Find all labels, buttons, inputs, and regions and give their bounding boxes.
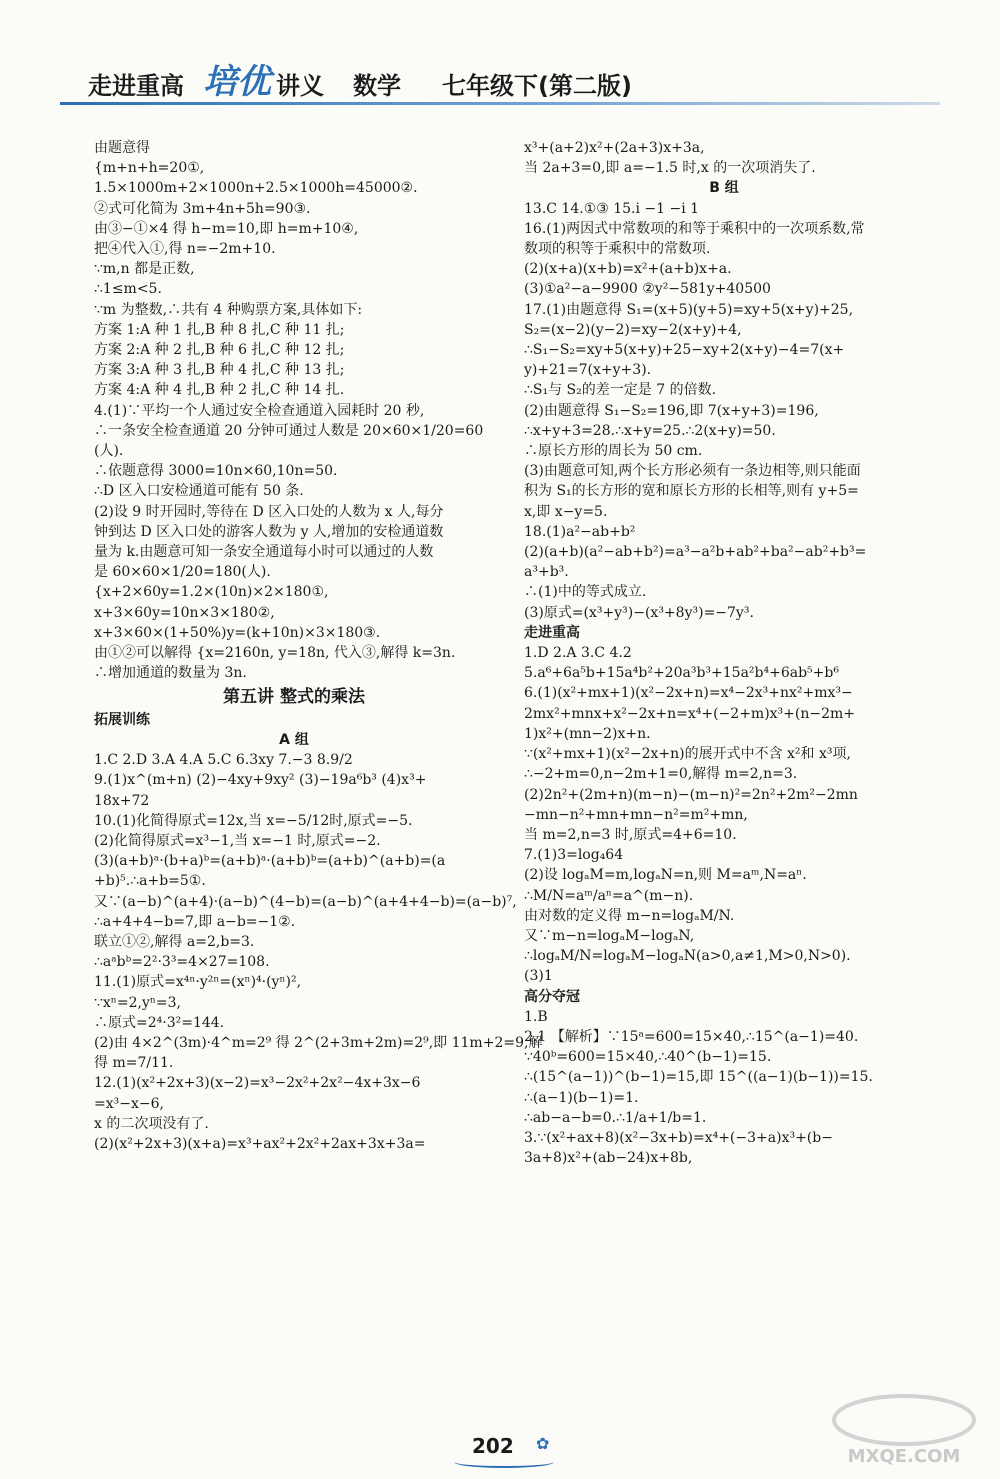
answer-line: 16.(1)两因式中常数项的和等于乘积中的一次项系数,常 <box>524 220 865 237</box>
answer-line: 又∵(a−b)^(a+4)·(a−b)^(4−b)=(a−b)^(a+4+4−b)=(a−b)⁷, <box>94 893 517 910</box>
answer-line: 18.(1)a²−ab+b² <box>524 523 636 540</box>
answer-line: ∵40ᵇ=600=15×40,∴40^(b−1)=15. <box>524 1049 772 1066</box>
answer-line: ②式可化简为 3m+4n+5h=90③. <box>94 200 311 217</box>
answer-line: {x+2×60y=1.2×(10n)×2×180①, <box>94 584 329 601</box>
flower-icon: ✿ <box>536 1434 550 1453</box>
subsection-heading: 高分夺冠 <box>524 988 580 1005</box>
answer-line: x+3×60×(1+50%)y=(k+10n)×3×180③. <box>94 624 381 641</box>
answer-line: 18x+72 <box>94 792 150 809</box>
answer-line: (2)(x+a)(x+b)=x²+(a+b)x+a. <box>524 261 732 278</box>
answer-line: 2.1 【解析】∵15ᵃ=600=15×40,∴15^(a−1)=40. <box>524 1028 859 1045</box>
grade-label: 七年级下(第二版) <box>442 72 632 100</box>
answer-line: 数项的积等于乘积中的常数项. <box>524 241 711 258</box>
answer-line: ∴a+4+4−b=7,即 a−b=−1②. <box>94 913 296 930</box>
answer-line: ∴(a−1)(b−1)=1. <box>524 1089 639 1106</box>
answer-line: ∴D 区入口安检通道可能有 50 条. <box>94 483 304 500</box>
answer-line: x,即 x−y=5. <box>524 503 608 520</box>
series-title: 走进重高 <box>88 72 184 100</box>
answer-line: 13.C 14.①③ 15.i −1 −i 1 <box>524 200 700 217</box>
answer-line: 6.(1)(x²+mx+1)(x²−2x+n)=x⁴−2x³+nx²+mx³− <box>524 685 853 702</box>
answer-line: 5.a⁶+6a⁵b+15a⁴b²+20a³b³+15a²b⁴+6ab⁵+b⁶ <box>524 665 839 682</box>
series-suffix: 讲义 <box>276 72 324 100</box>
group-heading: B 组 <box>709 180 739 197</box>
subject-label: 数学 <box>353 72 401 100</box>
answer-line: 把④代入①,得 n=−2m+10. <box>94 241 276 258</box>
answer-line: 1.C 2.D 3.A 4.A 5.C 6.3xy 7.−3 8.9/2 <box>94 752 353 769</box>
header-rule <box>60 102 940 105</box>
answer-line: 钟到达 D 区入口处的游客人数为 y 人,增加的安检通道数 <box>94 523 444 540</box>
answer-line: (2)化简得原式=x³−1,当 x=−1 时,原式=−2. <box>94 832 381 849</box>
answer-line: +b)⁵.∴a+b=5①. <box>94 873 206 890</box>
answer-line: 1.D 2.A 3.C 4.2 <box>524 645 632 662</box>
answer-line: ∴原长方形的周长为 50 cm. <box>524 443 703 460</box>
answer-line: x³+(a+2)x²+(2a+3)x+3a, <box>524 140 705 156</box>
answer-line: S₂=(x−2)(y−2)=xy−2(x+y)+4, <box>524 321 742 338</box>
subsection-heading: 拓展训练 <box>94 711 150 728</box>
answer-line: ∴原式=2⁴·3²=144. <box>94 1014 225 1031</box>
answer-line: 1.5×1000m+2×1000n+2.5×1000h=45000②. <box>94 180 418 197</box>
answer-line: ∵xⁿ=2,yⁿ=3, <box>94 994 182 1011</box>
section-title: 第五讲 整式的乘法 <box>223 687 365 708</box>
series-logo-text: 培优 <box>203 62 271 102</box>
answer-line: 方案 1:A 种 1 扎,B 种 8 扎,C 种 11 扎; <box>94 321 345 338</box>
answer-line: ∴增加通道的数量为 3n. <box>94 665 247 682</box>
answer-line: (3)①a²−a−9900 ②y²−581y+40500 <box>524 281 771 298</box>
answer-line: (3)1 <box>524 968 553 985</box>
answer-line: 量为 k.由题意可知一条安全通道每小时可以通过的人数 <box>94 544 434 561</box>
answer-line: 方案 2:A 种 2 扎,B 种 6 扎,C 种 12 扎; <box>94 342 345 359</box>
answer-line: (2)设 9 时开园时,等待在 D 区入口处的人数为 x 人,每分 <box>94 503 444 520</box>
answer-line: ∴ab−a−b=0.∴1/a+1/b=1. <box>524 1109 707 1126</box>
page-header <box>60 54 940 114</box>
answer-line: 11.(1)原式=x⁴ⁿ·y²ⁿ=(xⁿ)⁴·(yⁿ)², <box>94 974 302 991</box>
answer-line: 3.∵(x²+ax+8)(x²−3x+b)=x⁴+(−3+a)x³+(b− <box>524 1129 833 1146</box>
answer-line: −mn−n²+mn+mn−n²=m²+mn, <box>524 806 748 823</box>
answer-line: 由③−①×4 得 h−m=10,即 h=m+10④, <box>94 220 359 237</box>
answer-line: ∴(1)中的等式成立. <box>524 584 647 601</box>
answer-line: 9.(1)x^(m+n) (2)−4xy+9xy² (3)−19a⁶b³ (4)x³+ <box>94 772 427 789</box>
answer-line: 12.(1)(x²+2x+3)(x−2)=x³−2x²+2x²−4x+3x−6 <box>94 1075 421 1092</box>
answer-line: x+3×60y=10n×3×180②, <box>94 604 275 621</box>
answer-line: ∴M/N=aᵐ/aⁿ=a^(m−n). <box>524 887 694 904</box>
answer-line: (2)(x²+2x+3)(x+a)=x³+ax²+2x²+2ax+3x+3a= <box>94 1135 426 1152</box>
answer-line: ∴(15^(a−1))^(b−1)=15,即 15^((a−1)(b−1))=15. <box>524 1069 873 1086</box>
answer-line: =x³−x−6, <box>94 1095 164 1112</box>
answer-line: ∴一条安全检查通道 20 分钟可通过人数是 20×60×1/20=60 <box>94 422 484 439</box>
page-number: 202 <box>472 1434 514 1458</box>
answer-line: 又∵m−n=logₐM−logₐN, <box>524 927 695 944</box>
answer-line: ∵(x²+mx+1)(x²−2x+n)的展开式中不含 x²和 x³项, <box>524 746 851 763</box>
answer-line: 2mx²+mnx+x²−2x+n=x⁴+(−2+m)x³+(n−2m+ <box>524 705 856 722</box>
answer-line: (2)由题意得 S₁−S₂=196,即 7(x+y+3)=196, <box>524 402 819 419</box>
answer-line: (2)由 4×2^(3m)·4^m=2⁹ 得 2^(2+3m+2m)=2⁹,即 11m+2=9,解 <box>94 1034 543 1051</box>
answer-line: ∵m,n 都是正数, <box>94 261 195 278</box>
answer-line: 由对数的定义得 m−n=logₐM/N. <box>524 907 735 924</box>
subsection-heading: 走进重高 <box>524 624 580 641</box>
answer-line: (人). <box>94 443 124 460</box>
answer-line: 3a+8)x²+(ab−24)x+8b, <box>524 1150 693 1167</box>
right-column <box>524 138 924 1168</box>
watermark-logo-icon <box>824 1390 984 1450</box>
answer-line: ∴−2+m=0,n−2m+1=0,解得 m=2,n=3. <box>524 766 798 783</box>
answer-line: 17.(1)由题意得 S₁=(x+5)(y+5)=xy+5(x+y)+25, <box>524 301 854 318</box>
answer-line: {m+n+h=20①, <box>94 160 205 177</box>
watermark-text: MXQE.COM <box>847 1446 961 1467</box>
answer-line: 得 m=7/11. <box>94 1055 174 1072</box>
answer-line: 当 2a+3=0,即 a=−1.5 时,x 的一次项消失了. <box>524 160 816 177</box>
answer-line: 方案 3:A 种 3 扎,B 种 4 扎,C 种 13 扎; <box>94 362 345 379</box>
answer-line: (2)(a+b)(a²−ab+b²)=a³−a²b+ab²+ba²−ab²+b³= <box>524 544 867 561</box>
answer-line: (3)(a+b)ᵃ·(b+a)ᵇ=(a+b)ᵃ·(a+b)ᵇ=(a+b)^(a+b)=(a <box>94 853 446 870</box>
answer-line: (2)设 logₐM=m,logₐN=n,则 M=aᵐ,N=aⁿ. <box>524 867 807 884</box>
answer-line: 1)x²+(mn−2)x+n. <box>524 725 651 742</box>
answer-line: 10.(1)化简得原式=12x,当 x=−5/12时,原式=−5. <box>94 812 413 829</box>
answer-line: ∴logₐM/N=logₐM−logₐN(a>0,a≠1,M>0,N>0). <box>524 948 851 965</box>
answer-line: y)+21=7(x+y+3). <box>524 362 652 379</box>
watermark <box>824 1390 984 1470</box>
answer-line: 1.B <box>524 1008 548 1025</box>
answer-line: 由①②可以解得 {x=2160n, y=18n, 代入③,解得 k=3n. <box>94 645 456 662</box>
answer-line: ∴依题意得 3000=10n×60,10n=50. <box>94 463 338 480</box>
answer-line: 由题意得 <box>94 140 150 156</box>
answer-line: ∴1≤m<5. <box>94 281 162 298</box>
answer-line: 当 m=2,n=3 时,原式=4+6=10. <box>524 826 737 843</box>
answer-line: (2)2n²+(2m+n)(m−n)−(m−n)²=2n²+2m²−2mn <box>524 786 858 803</box>
answer-line: ∴aᵃbᵇ=2²·3³=4×27=108. <box>94 954 270 971</box>
answer-line: x 的二次项没有了. <box>94 1115 209 1132</box>
answer-line: ∵m 为整数,∴共有 4 种购票方案,具体如下: <box>94 301 363 318</box>
answer-line: 积为 S₁的长方形的宽和原长方形的长相等,则有 y+5= <box>524 483 859 500</box>
answer-line: (3)原式=(x³+y³)−(x³+8y³)=−7y³. <box>524 604 754 621</box>
answer-line: 方案 4:A 种 4 扎,B 种 2 扎,C 种 14 扎. <box>94 382 345 399</box>
answer-line: 4.(1)∵平均一个人通过安全检查通道入园耗时 20 秒, <box>94 402 425 419</box>
answer-line: 联立①②,解得 a=2,b=3. <box>94 933 255 950</box>
answer-line: 7.(1)3=log₄64 <box>524 847 624 864</box>
page-footer <box>454 1430 564 1470</box>
answer-line: 是 60×60×1/20=180(人). <box>94 564 271 581</box>
answer-line: (3)由题意可知,两个长方形必须有一条边相等,则只能面 <box>524 463 861 480</box>
answer-line: ∴S₁−S₂=xy+5(x+y)+25−xy+2(x+y)−4=7(x+ <box>524 342 845 359</box>
answer-line: ∴x+y+3=28.∴x+y=25.∴2(x+y)=50. <box>524 422 776 439</box>
answer-line: a³+b³. <box>524 564 569 581</box>
group-heading: A 组 <box>279 731 309 748</box>
answer-line: ∴S₁与 S₂的差一定是 7 的倍数. <box>524 382 717 399</box>
